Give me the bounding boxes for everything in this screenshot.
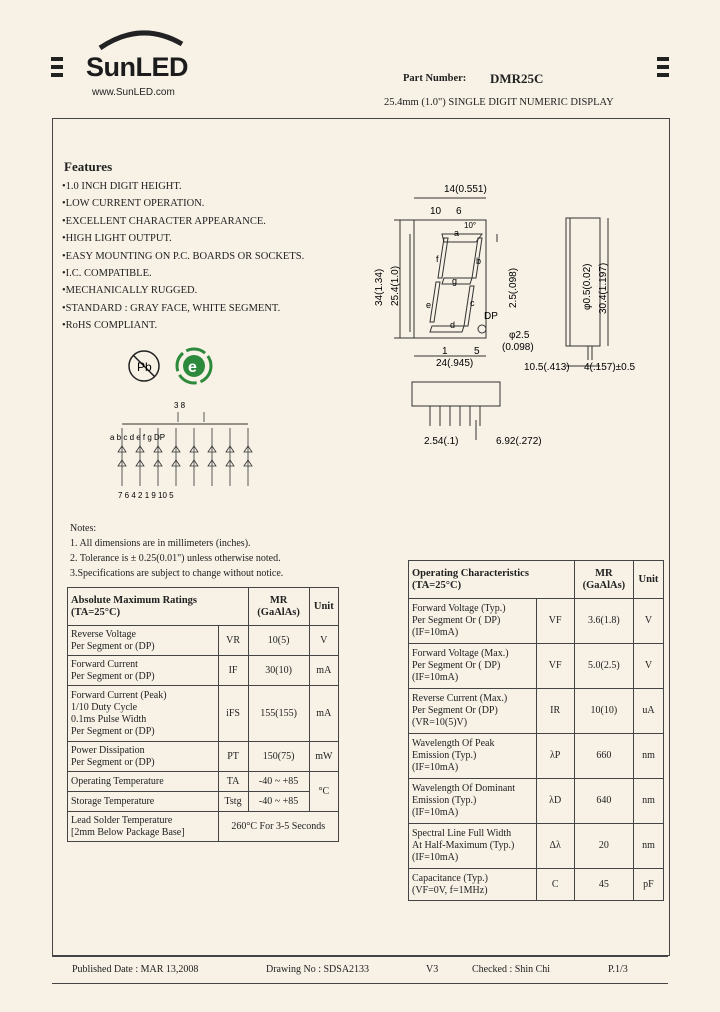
pb-label: Pb xyxy=(137,360,152,374)
published-date: Published Date : MAR 13,2008 xyxy=(72,964,199,975)
dim-dp-dia-in: (0.098) xyxy=(502,342,534,353)
circuit-diagram xyxy=(108,398,258,502)
seg-label-a: a xyxy=(454,228,460,238)
feature-item: •STANDARD : GRAY FACE, WHITE SEGMENT. xyxy=(62,302,281,314)
document-footer xyxy=(52,956,668,984)
dim-row: 6.92(.272) xyxy=(496,436,542,447)
drawing-number: Drawing No : SDSA2133 xyxy=(266,964,370,975)
page-number: P.1/3 xyxy=(608,964,628,975)
seg-label-g: g xyxy=(452,276,458,286)
note-item: 3.Specifications are subject to change without notice. xyxy=(70,568,284,579)
feature-item: •1.0 INCH DIGIT HEIGHT. xyxy=(62,181,182,192)
temp-unit: °C xyxy=(309,772,338,812)
abs-mr-type: (GaAlAs) xyxy=(257,606,300,618)
notes-title: Notes: xyxy=(70,523,97,534)
bottom-view-drawing xyxy=(410,380,580,450)
dim-seg-width: 2.5(.098) xyxy=(508,267,519,308)
brand-logo: SunLED xyxy=(86,52,188,82)
operating-characteristics-table xyxy=(408,560,664,901)
features-title: Features xyxy=(64,159,113,174)
e-label: e xyxy=(188,359,197,376)
website-link[interactable]: www.SunLED.com xyxy=(92,87,175,98)
op-title: Operating Characteristics xyxy=(412,567,529,579)
sunled-logo-arc xyxy=(96,26,186,50)
table-row: Reverse Current (Max.) Per Segment Or (DP) (VR=10(5)V) IR 10(10) uA xyxy=(409,689,664,734)
op-mr-type: (GaAlAs) xyxy=(582,579,626,591)
dim-digit-height: 25.4(1.0) xyxy=(390,265,401,306)
rohs-e-icon xyxy=(174,346,214,386)
table-row: Capacitance (Typ.) (VF=0V, f=1MHz) C 45 pF xyxy=(409,869,664,901)
table-row: Wavelength Of Dominant Emission (Typ.) (IF=10mA) λD 640 nm xyxy=(409,779,664,824)
dim-10: 10 xyxy=(430,206,442,217)
dim-top-width: 14(0.551) xyxy=(444,184,487,195)
absolute-max-table xyxy=(67,587,339,842)
dim-side-height: 30.4(1.197) xyxy=(598,262,609,314)
abs-title-cond: (TA=25°C) xyxy=(71,606,121,618)
dim-angle: 10° xyxy=(464,221,477,230)
part-number: DMR25C xyxy=(490,71,544,86)
feature-item: •LOW CURRENT OPERATION. xyxy=(62,198,205,210)
pb-free-icon xyxy=(126,348,162,384)
abs-title: Absolute Maximum Ratings xyxy=(71,594,198,606)
op-mr: MR xyxy=(595,567,613,579)
table-row: Storage Temperature Tstg -40 ~ +85 xyxy=(68,792,339,812)
feature-item: •MECHANICALLY RUGGED. xyxy=(62,285,198,297)
common-pins-label: 3 8 xyxy=(174,401,186,410)
product-description: 25.4mm (1.0") SINGLE DIGIT NUMERIC DISPLAY xyxy=(384,97,614,108)
note-item: 1. All dimensions are in millimeters (inches). xyxy=(70,538,251,549)
table-row: Power Dissipation Per Segment or (DP) PT 150(75) mW xyxy=(68,742,339,772)
abs-unit-header: Unit xyxy=(309,588,338,626)
table-row: Wavelength Of Peak Emission (Typ.) (IF=10mA) λP 660 nm xyxy=(409,734,664,779)
table-row: Forward Current Per Segment or (DP) IF 30(10) mA xyxy=(68,656,339,686)
feature-item: •EXCELLENT CHARACTER APPEARANCE. xyxy=(62,215,266,227)
checked-by: Checked : Shin Chi xyxy=(472,964,551,975)
note-item: 2. Tolerance is ± 0.25(0.01") unless otherwise noted. xyxy=(70,553,281,564)
feature-item: •RoHS COMPLIANT. xyxy=(62,320,158,332)
op-title-cond: (TA=25°C) xyxy=(412,579,462,591)
version: V3 xyxy=(426,964,439,975)
feature-item: •HIGH LIGHT OUTPUT. xyxy=(62,233,172,245)
op-unit-header: Unit xyxy=(633,561,663,599)
dim-pin-length: 4(.157)±0.5 xyxy=(584,362,636,373)
side-view-drawing xyxy=(518,210,668,380)
left-margin-bars xyxy=(51,57,63,81)
abs-mr: MR xyxy=(269,594,288,606)
dim-5: 5 xyxy=(474,346,480,357)
table-row: Forward Voltage (Max.) Per Segment Or ( DP) (IF=10mA) VF 5.0(2.5) V xyxy=(409,644,664,689)
part-number-label: Part Number: xyxy=(403,73,467,84)
table-row: Operating Temperature TA -40 ~ +85 °C xyxy=(68,772,339,792)
dim-height: 34(1.34) xyxy=(374,268,385,306)
seg-label-c: c xyxy=(470,298,475,308)
seg-label-b: b xyxy=(476,256,482,266)
dim-pitch: 2.54(.1) xyxy=(424,436,459,447)
table-row: Forward Voltage (Typ.) Per Segment Or ( DP) (IF=10mA) VF 3.6(1.8) V xyxy=(409,599,664,644)
table-row: Forward Current (Peak) 1/10 Duty Cycle 0.1ms Pulse Width Per Segment or (DP) iFS 155(155) mA xyxy=(68,686,339,742)
dim-width: 24(.945) xyxy=(436,358,474,369)
dim-dp-dia: φ2.5 xyxy=(509,330,530,341)
dp-label: DP xyxy=(484,311,498,322)
feature-item: •EASY MOUNTING ON P.C. BOARDS OR SOCKETS. xyxy=(62,250,305,262)
dim-6: 6 xyxy=(456,206,462,217)
features-list xyxy=(62,178,304,335)
feature-item: •I.C. COMPATIBLE. xyxy=(62,268,152,280)
pin-numbers: 7 6 4 2 1 9 10 5 xyxy=(118,491,174,500)
table-row: Reverse Voltage Per Segment or (DP) VR 10(5) V xyxy=(68,626,339,656)
seg-label-d: d xyxy=(450,320,456,330)
right-margin-bars xyxy=(657,57,669,81)
table-row: Lead Solder Temperature [2mm Below Package Base] 260°C For 3-5 Seconds xyxy=(68,812,339,842)
notes-block xyxy=(70,521,283,581)
dim-1: 1 xyxy=(442,346,448,357)
table-row: Spectral Line Full Width At Half-Maximum (Typ.) (IF=10mA) Δλ 20 nm xyxy=(409,824,664,869)
dim-pin-dia: φ0.5(0.02) xyxy=(582,263,593,310)
seg-label-e: e xyxy=(426,300,432,310)
dim-side-width: 10.5(.413) xyxy=(524,362,570,373)
seg-label-f: f xyxy=(436,254,439,264)
segment-letters: a b c d e f g DP xyxy=(110,433,166,442)
